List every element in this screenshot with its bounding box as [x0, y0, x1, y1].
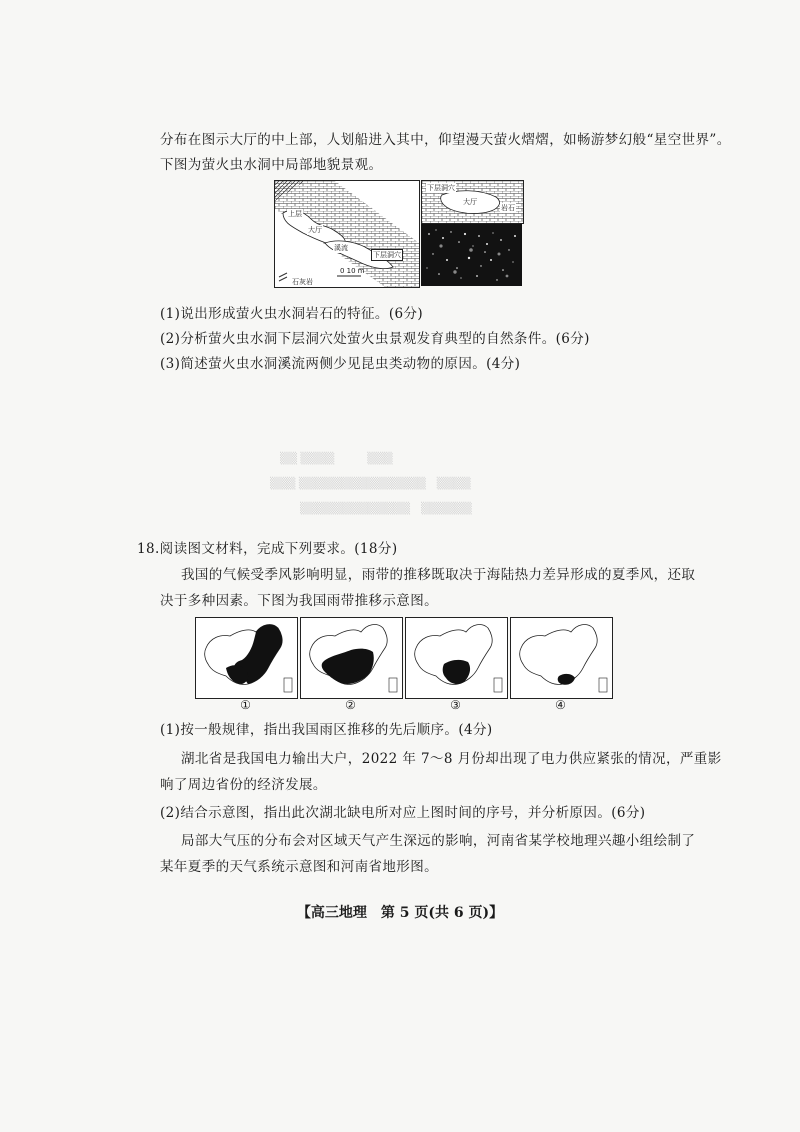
rain-belt-map-1-svg	[196, 618, 297, 698]
label-detail-rock: 岩石	[501, 204, 515, 212]
q17-sub3: (3)简述萤火虫水洞溪流两侧少见昆虫类动物的原因。(4分)	[160, 356, 521, 372]
q18-para3-line2: 某年夏季的天气系统示意图和河南省地形图。	[160, 859, 438, 875]
page-footer: 【高三地理 第 5 页(共 6 页)】	[296, 905, 504, 921]
q18-title: 18.阅读图文材料，完成下列要求。(18分)	[137, 541, 398, 557]
intro-line-1: 分布在图示大厅的中上部，人划船进入其中，仰望漫天萤火熠熠，如畅游梦幻般“星空世界”。	[160, 132, 731, 148]
intro-line-2: 下图为萤火虫水洞中局部地貌景观。	[160, 157, 383, 173]
q18-para3-line1: 局部大气压的分布会对区域天气产生深远的影响，河南省某学校地理兴趣小组绘制了	[181, 833, 696, 849]
q18-para2-line1: 湖北省是我国电力输出大户，2022 年 7～8 月份却出现了电力供应紧张的情况，严重影	[181, 751, 722, 767]
map-label-3: ③	[450, 698, 461, 712]
q18-sub1: (1)按一般规律，指出我国雨区推移的先后顺序。(4分)	[160, 722, 493, 738]
q18-para1-line1: 我国的气候受季风影响明显，雨带的推移既取决于海陆热力差异形成的夏季风，还取	[181, 567, 696, 583]
label-limestone: 石灰岩	[292, 278, 313, 286]
cave-detail-diagram	[421, 180, 524, 224]
label-detail-hall: 大厅	[463, 198, 477, 206]
label-upper-cave: 上层	[288, 210, 302, 218]
rain-belt-map-4-svg	[511, 618, 612, 698]
rain-belt-map-1	[195, 617, 298, 699]
map-label-1: ①	[240, 698, 251, 712]
bleed-through-text: ▒▒▒ ▒▒▒▒▒▒▒▒▒▒▒▒▒▒▒ ▒▒▒▒	[270, 477, 471, 490]
glowworm-photo-svg	[421, 224, 522, 286]
map-label-2: ②	[345, 698, 356, 712]
label-lower-cave: 下层洞穴	[373, 251, 401, 259]
rain-belt-map-2	[300, 617, 403, 699]
label-hall: 大厅	[308, 226, 322, 234]
cave-diagram	[274, 180, 420, 288]
label-scale: 0 10 m	[340, 267, 365, 275]
rain-belt-map-3	[405, 617, 508, 699]
q17-sub2: (2)分析萤火虫水洞下层洞穴处萤火虫景观发育典型的自然条件。(6分)	[160, 331, 590, 347]
map-label-4: ④	[555, 698, 566, 712]
label-detail-top: 下层洞穴	[427, 184, 455, 192]
q18-sub2: (2)结合示意图，指出此次湖北缺电所对应上图时间的序号，并分析原因。(6分)	[160, 805, 646, 821]
bleed-through-text: ▒▒▒▒▒▒▒▒▒▒▒▒▒ ▒▒▒▒▒▒	[300, 502, 472, 515]
q17-sub1: (1)说出形成萤火虫水洞岩石的特征。(6分)	[160, 306, 424, 322]
bleed-through-text: ▒▒ ▒▒▒▒ ▒▒▒	[280, 452, 393, 465]
rain-belt-map-3-svg	[406, 618, 507, 698]
q18-para2-line2: 响了周边省份的经济发展。	[160, 777, 327, 793]
rain-belt-map-4	[510, 617, 613, 699]
rain-belt-map-2-svg	[301, 618, 402, 698]
label-stream: 溪流	[334, 244, 348, 252]
glowworm-photo	[421, 224, 522, 286]
q18-para1-line2: 决于多种因素。下图为我国雨带推移示意图。	[160, 593, 438, 609]
